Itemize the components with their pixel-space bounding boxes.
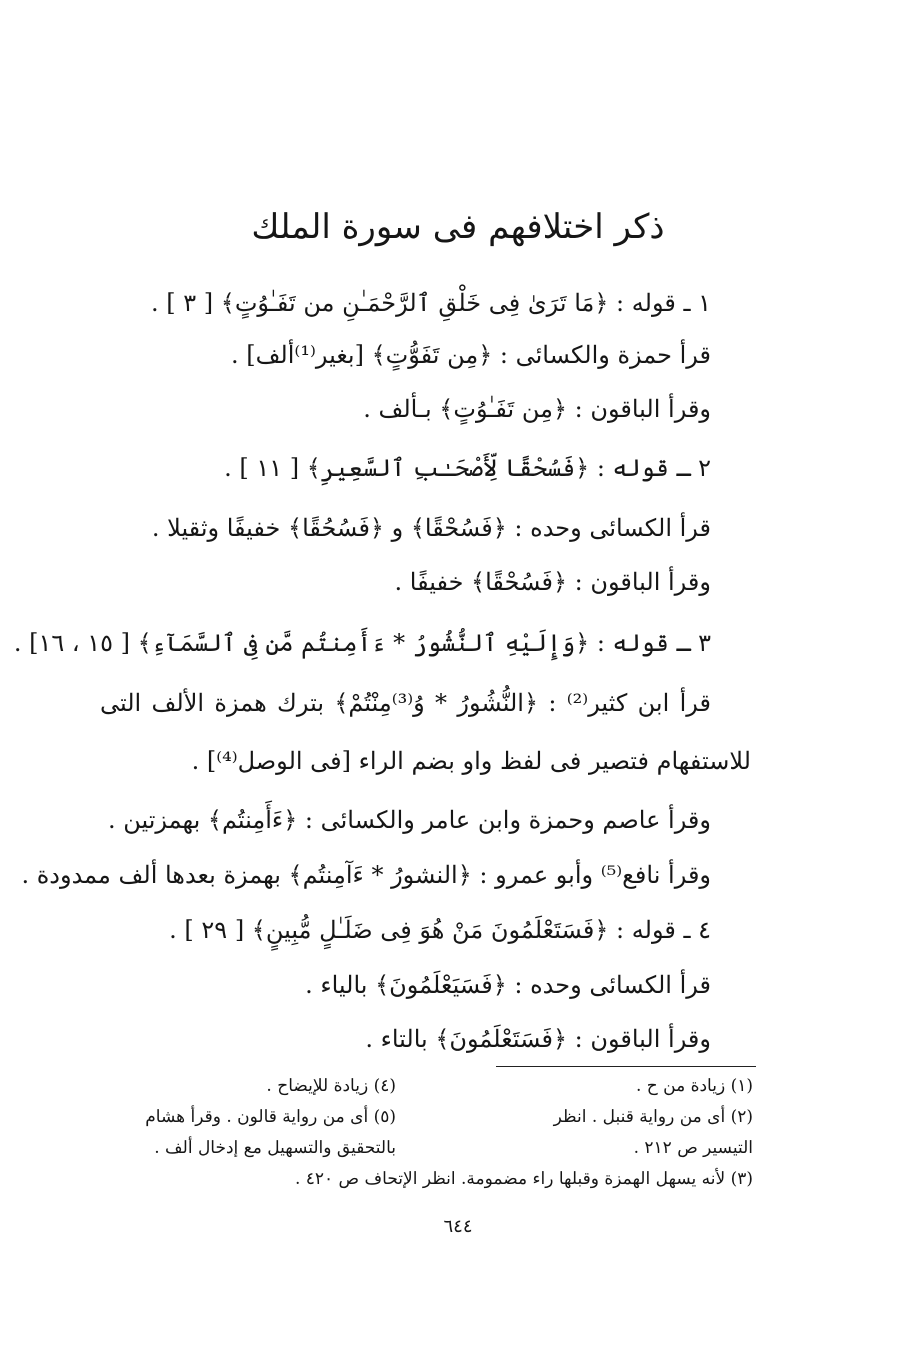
body-line: قرأ الكسائى وحده : ﴿فَسَيَعْلَمُونَ﴾ بالياء . bbox=[305, 971, 711, 999]
footnote-5: (٥) أى من رواية قالون . وقرأ هشام bbox=[145, 1107, 396, 1127]
body-line-verse-2: ٢ ـ قوله : ﴿فَسُحْقًا لِّأَصْحَـٰبِ ٱلسَّعِيرِ﴾ [ ١١ ] . bbox=[224, 454, 711, 482]
body-line-verse-4: ٤ ـ قوله : ﴿فَسَتَعْلَمُونَ مَنْ هُوَ فِى ضَلَـٰلٍ مُّبِينٍ﴾ [ ٢٩ ] . bbox=[169, 916, 711, 944]
body-line: وقرأ عاصم وحمزة وابن عامر والكسائى : ﴿ءَأَمِنتُم﴾ بهمزتين . bbox=[107, 806, 711, 834]
footnote-separator bbox=[496, 1066, 756, 1067]
body-line: وقرأ الباقون : ﴿مِن تَفَـٰوُتٍ﴾ بـألف . bbox=[363, 395, 711, 423]
body-line: للاستفهام فتصير فى لفظ واو بضم الراء [فى الوصل⁽⁴⁾] . bbox=[191, 747, 751, 775]
body-line-verse-1: ١ ـ قوله : ﴿مَا تَرَىٰ فِى خَلْقِ ٱلرَّحْمَـٰنِ من تَفَـٰوُتٍ﴾ [ ٣ ] . bbox=[151, 289, 711, 317]
footnote-5-cont: بالتحقيق والتسهيل مع إدخال ألف . bbox=[154, 1138, 396, 1158]
body-line: وقرأ الباقون : ﴿فَسُحْقًا﴾ خفيفًا . bbox=[394, 568, 711, 596]
footnote-1: (١) زيادة من ح . bbox=[635, 1076, 753, 1096]
body-line: قرأ الكسائى وحده : ﴿فَسُحْقًا﴾ و ﴿فَسُحُقًا﴾ خفيفًا وثقيلا . bbox=[151, 514, 711, 542]
body-line: وقرأ الباقون : ﴿فَسَتَعْلَمُونَ﴾ بالتاء . bbox=[365, 1025, 711, 1053]
body-line-verse-3: ٣ ـ قوله : ﴿وَإِلَيْهِ ٱلنُّشُورُ * ءَأَمِنتُم مَّن فِى ٱلسَّمَآءِ﴾ [ ١٥ ، ١٦] . bbox=[13, 629, 711, 657]
chapter-title: ذكر اختلافهم فى سورة الملك bbox=[251, 207, 665, 247]
footnote-2-cont: التيسير ص ٢١٢ . bbox=[633, 1138, 753, 1158]
page-number: ٦٤٤ bbox=[443, 1216, 473, 1237]
footnote-3: (٣) لأنه يسهل الهمزة وقبلها راء مضمومة. انظر الإتحاف ص ٤٢٠ . bbox=[294, 1169, 753, 1189]
footnote-4: (٤) زيادة للإيضاح . bbox=[266, 1076, 396, 1096]
body-line: قرأ حمزة والكسائى : ﴿مِن تَفَوُّتٍ﴾ [بغير⁽¹⁾ألف] . bbox=[230, 341, 711, 369]
body-line: وقرأ نافع⁽⁵⁾ وأبو عمرو : ﴿النشورُ * ءَآمِنتُم﴾ بهمزة بعدها ألف ممدودة . bbox=[21, 861, 711, 889]
footnote-2: (٢) أى من رواية قنبل . انظر bbox=[553, 1107, 753, 1127]
body-line: قرأ ابن كثير⁽²⁾ : ﴿النُّشُورُ * وُ⁽³⁾مِنْتُمْ﴾ بترك همزة الألف التى bbox=[100, 689, 711, 717]
